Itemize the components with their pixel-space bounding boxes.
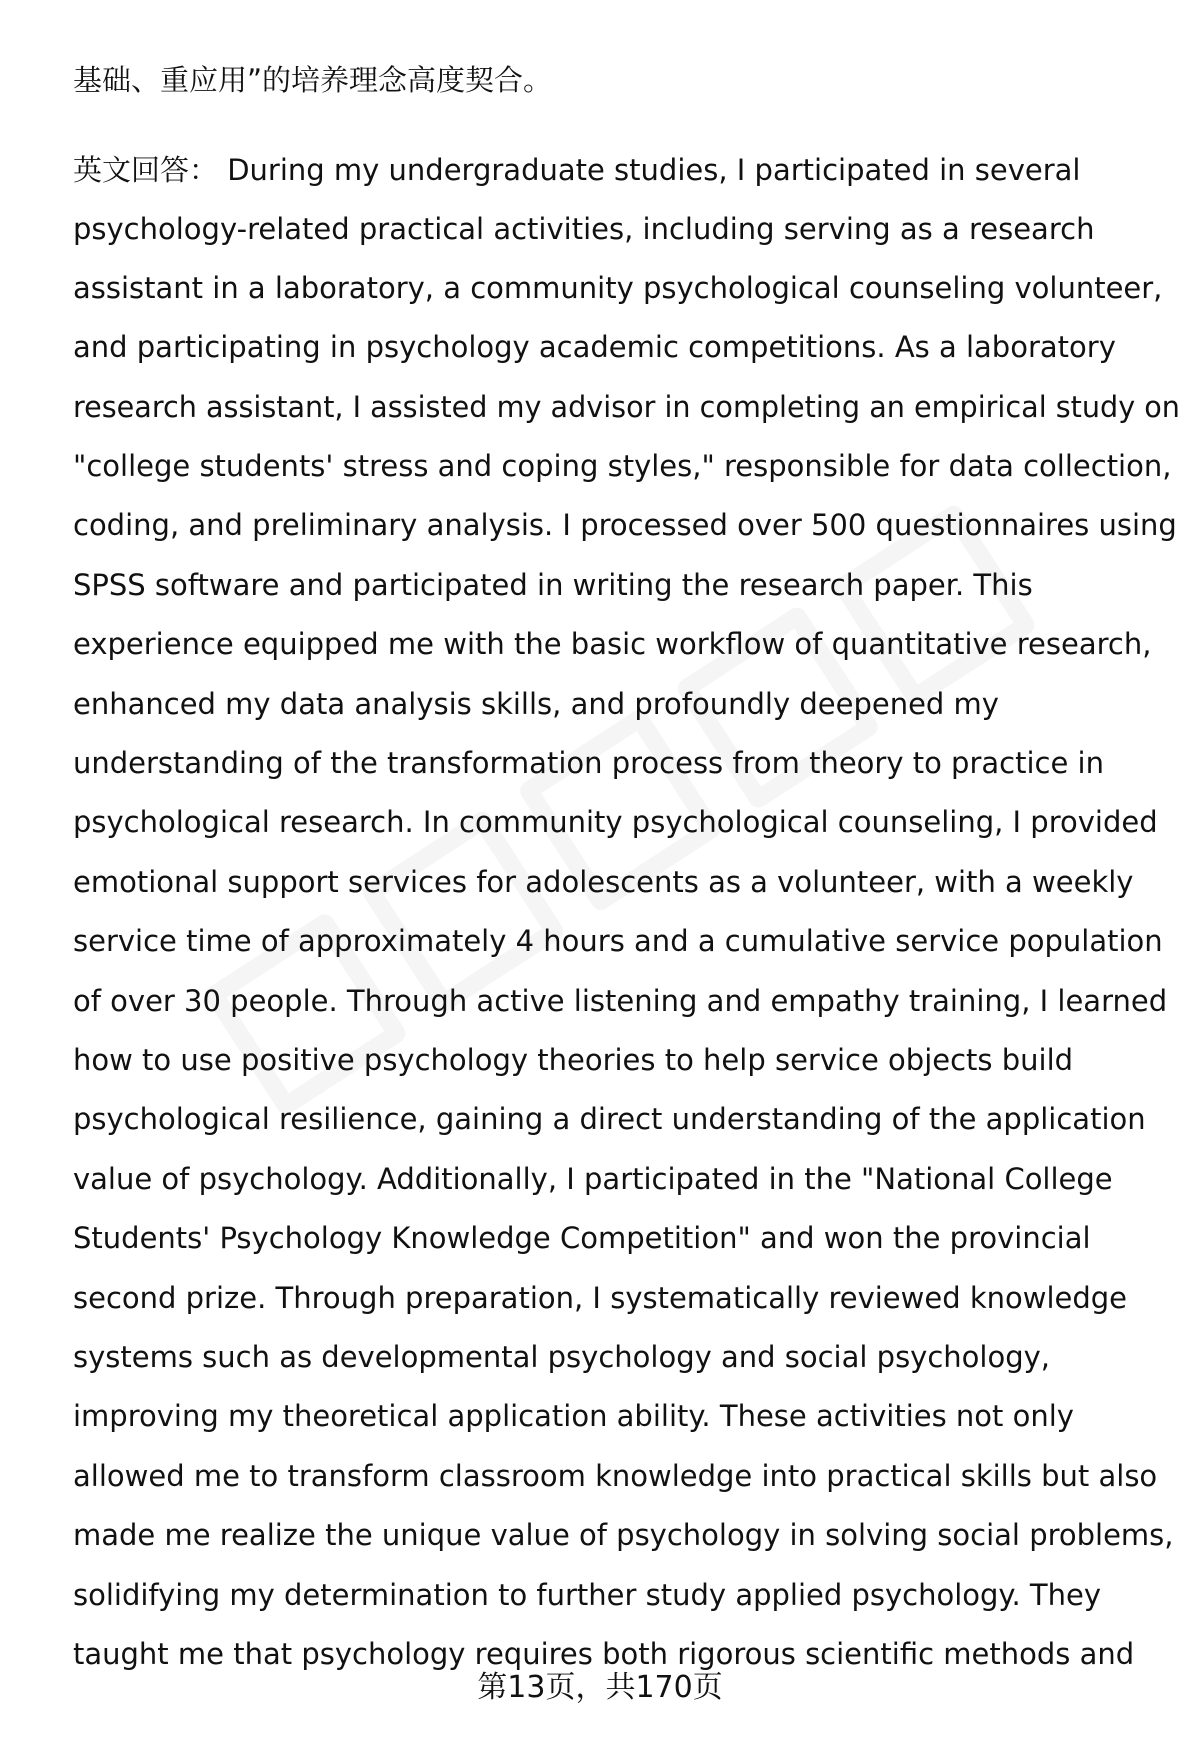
text-line: improving my theoretical application ability. These activities not only xyxy=(73,1399,1074,1433)
text-line: experience equipped me with the basic workflow of quantitative research, xyxy=(73,627,1152,661)
text-line: solidifying my determination to further study applied psychology. They xyxy=(73,1578,1101,1612)
text-line: 英文回答： During my undergraduate studies, I participated in several xyxy=(73,153,1081,187)
text-line: understanding of the transformation process from theory to practice in xyxy=(73,746,1104,780)
text-line: of over 30 people. Through active listening and empathy training, I learned xyxy=(73,984,1168,1018)
text-line: second prize. Through preparation, I systematically reviewed knowledge xyxy=(73,1281,1128,1315)
text-line: SPSS software and participated in writing the research paper. This xyxy=(73,568,1033,602)
page-number: 第13页，共170页 xyxy=(477,1670,723,1705)
text-line: taught me that psychology requires both rigorous scientific methods and xyxy=(73,1637,1135,1671)
text-line: emotional support services for adolescents as a volunteer, with a weekly xyxy=(73,865,1134,899)
text-line: psychological resilience, gaining a direct understanding of the application xyxy=(73,1102,1146,1136)
text-line: coding, and preliminary analysis. I processed over 500 questionnaires using xyxy=(73,508,1177,542)
text-line: value of psychology. Additionally, I participated in the "National College xyxy=(73,1162,1113,1196)
text-line: enhanced my data analysis skills, and profoundly deepened my xyxy=(73,687,999,721)
text-line: made me realize the unique value of psychology in solving social problems, xyxy=(73,1518,1174,1552)
text-line: systems such as developmental psychology and social psychology, xyxy=(73,1340,1050,1374)
text-line: psychology-related practical activities, including serving as a research xyxy=(73,212,1095,246)
text-line: assistant in a laboratory, a community psychological counseling volunteer, xyxy=(73,271,1163,305)
text-line: 基础、重应用”的培养理念高度契合。 xyxy=(73,63,553,97)
text-line: allowed me to transform classroom knowledge into practical skills but also xyxy=(73,1459,1158,1493)
text-line: service time of approximately 4 hours and a cumulative service population xyxy=(73,924,1163,958)
text-line: and participating in psychology academic competitions. As a laboratory xyxy=(73,330,1116,364)
text-line: how to use positive psychology theories to help service objects build xyxy=(73,1043,1074,1077)
text-line: "college students' stress and coping styles," responsible for data collection, xyxy=(73,449,1172,483)
text-line: psychological research. In community psychological counseling, I provided xyxy=(73,805,1158,839)
text-line: Students' Psychology Knowledge Competition" and won the provincial xyxy=(73,1221,1091,1255)
text-line: research assistant, I assisted my advisor in completing an empirical study on xyxy=(73,390,1180,424)
